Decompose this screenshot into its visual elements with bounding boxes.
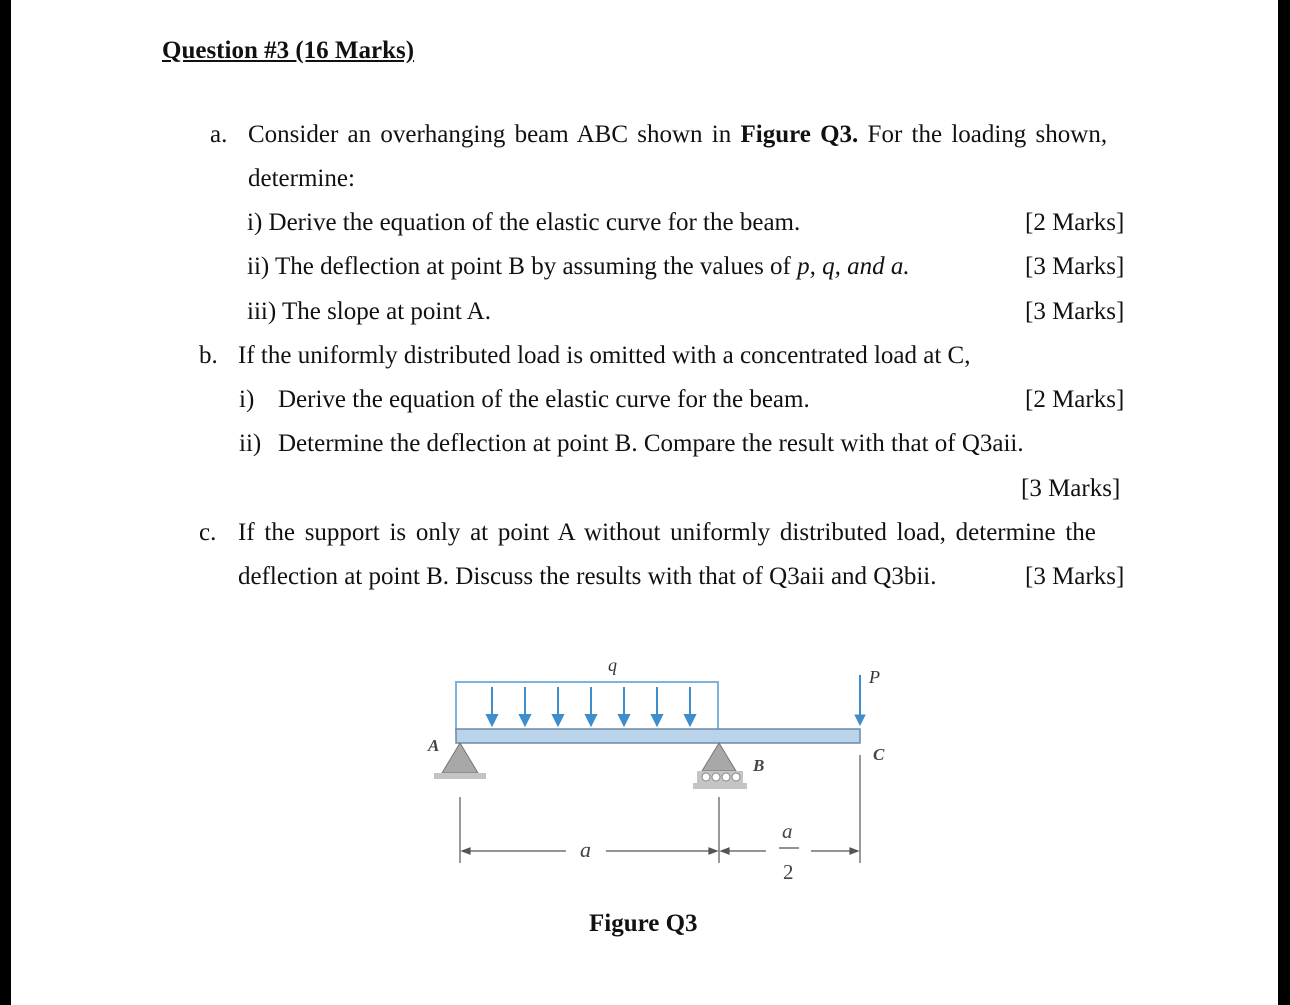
- part-a-item-i: i) Derive the equation of the elastic curve for the beam.: [247, 209, 801, 236]
- load-p-label: P: [869, 667, 880, 687]
- part-b-line1: If the uniformly distributed load is omitted with a concentrated load at C,: [238, 342, 971, 369]
- part-a-item-ii-marks: [3 Marks]: [1025, 253, 1125, 280]
- dimension-lines: [460, 755, 860, 863]
- beam-figure: [416, 645, 886, 895]
- point-c-label: C: [873, 745, 885, 764]
- document-page: [11, 0, 1278, 1005]
- question-title: Question #3 (16 Marks): [162, 37, 415, 64]
- part-a-item-ii-text: ii) The deflection at point B by assuming the values of: [247, 253, 798, 280]
- part-b-item-i: Derive the equation of the elastic curve for the beam.: [278, 386, 810, 413]
- part-a-line2: determine:: [248, 165, 355, 192]
- variables-text: p, q, and a.: [797, 253, 910, 280]
- point-b-label: B: [753, 756, 765, 775]
- part-b-item-ii-num: ii): [239, 430, 262, 457]
- dim-a-label: a: [580, 837, 591, 862]
- roller-support-b: [693, 743, 747, 789]
- distributed-load: [456, 682, 718, 730]
- part-b-label: b.: [199, 342, 218, 369]
- dim-half-denominator: 2: [783, 860, 794, 884]
- part-c-line2: deflection at point B. Discuss the results with that of Q3aii and Q3bii.: [238, 563, 937, 590]
- pin-support-a: [434, 743, 486, 779]
- beam: [456, 729, 860, 743]
- dim-half-numerator: a: [782, 819, 793, 843]
- part-c-label: c.: [199, 519, 217, 546]
- part-b-item-i-num: i): [239, 386, 255, 413]
- point-load-p: [855, 675, 865, 725]
- part-a-line1-post: For the loading shown,: [858, 121, 1108, 148]
- part-c-line1: If the support is only at point A without uniformly distributed load, determine the: [238, 519, 1096, 546]
- part-a-item-i-marks: [2 Marks]: [1025, 209, 1125, 236]
- part-a-label: a.: [210, 121, 228, 148]
- part-a-line1-pre: Consider an overhanging beam ABC shown in: [248, 121, 741, 148]
- figure-ref: Figure Q3.: [740, 121, 859, 148]
- part-b-item-ii-marks: [3 Marks]: [1021, 475, 1121, 502]
- part-a-item-ii: [247, 252, 910, 282]
- part-a-item-iii-marks: [3 Marks]: [1025, 298, 1125, 325]
- part-b-item-ii: Determine the deflection at point B. Compare the result with that of Q3aii.: [278, 430, 1024, 457]
- part-a-line1: [248, 120, 1107, 150]
- part-a-item-iii: iii) The slope at point A.: [247, 298, 491, 325]
- point-a-label: A: [428, 736, 440, 755]
- load-q-label: q: [608, 655, 617, 675]
- figure-caption: Figure Q3: [589, 910, 698, 937]
- part-b-item-i-marks: [2 Marks]: [1025, 386, 1125, 413]
- part-c-marks: [3 Marks]: [1025, 563, 1125, 590]
